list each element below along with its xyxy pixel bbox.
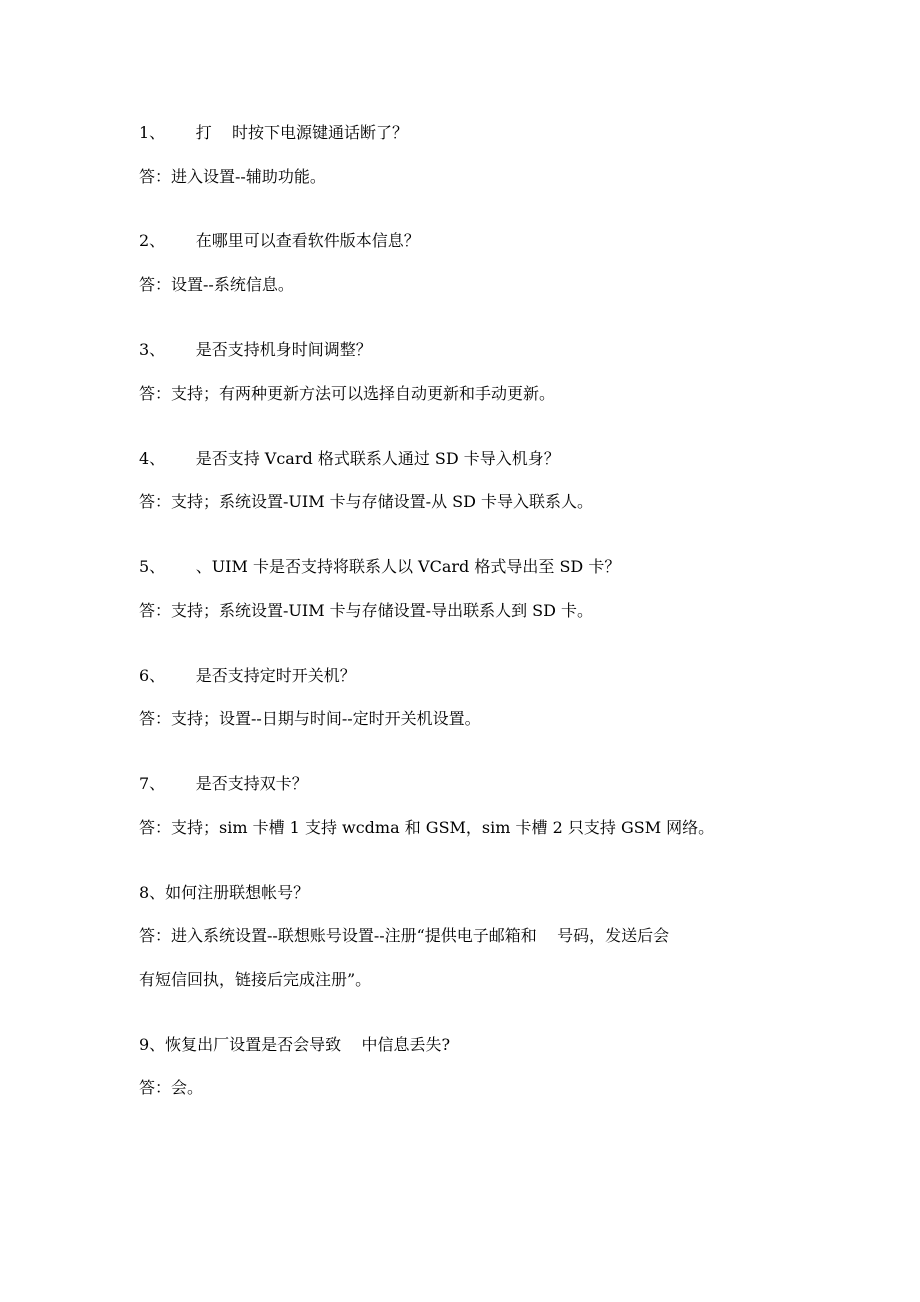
answer-7: 答：支持；sim 卡槽 1 支持 wcdma 和 GSM，sim 卡槽 2 只支持 GSM 网络。 [139, 818, 715, 837]
answer-1: 答：进入设置--辅助功能。 [139, 167, 326, 186]
answer-2: 答：设置--系统信息。 [139, 275, 294, 294]
answer-4: 答：支持；系统设置-UIM 卡与存储设置-从 SD 卡导入联系人。 [139, 492, 594, 511]
answer-6: 答：支持；设置--日期与时间--定时开关机设置。 [139, 709, 481, 728]
question-7: 7、 是否支持双卡？ [139, 774, 308, 793]
question-8: 8、如何注册联想帐号？ [139, 883, 310, 902]
question-3: 3、 是否支持机身时间调整？ [139, 340, 372, 359]
answer-8-line-1: 答：进入系统设置--联想账号设置--注册“提供电子邮箱和 号码，发送后会 [139, 926, 670, 945]
question-5: 5、 、UIM 卡是否支持将联系人以 VCard 格式导出至 SD 卡？ [139, 557, 621, 576]
question-6: 6、 是否支持定时开关机？ [139, 666, 356, 685]
answer-5: 答：支持；系统设置-UIM 卡与存储设置-导出联系人到 SD 卡。 [139, 601, 594, 620]
answer-9: 答：会。 [139, 1078, 204, 1097]
question-1: 1、 打 时按下电源键通话断了？ [139, 123, 409, 142]
question-2: 2、 在哪里可以查看软件版本信息？ [139, 231, 420, 250]
question-4: 4、 是否支持 Vcard 格式联系人通过 SD 卡导入机身？ [139, 449, 560, 468]
question-9: 9、恢复出厂设置是否会导致 中信息丢失? [139, 1035, 451, 1054]
answer-8-line-2: 有短信回执，链接后完成注册”。 [139, 970, 372, 989]
answer-3: 答：支持；有两种更新方法可以选择自动更新和手动更新。 [139, 384, 556, 403]
